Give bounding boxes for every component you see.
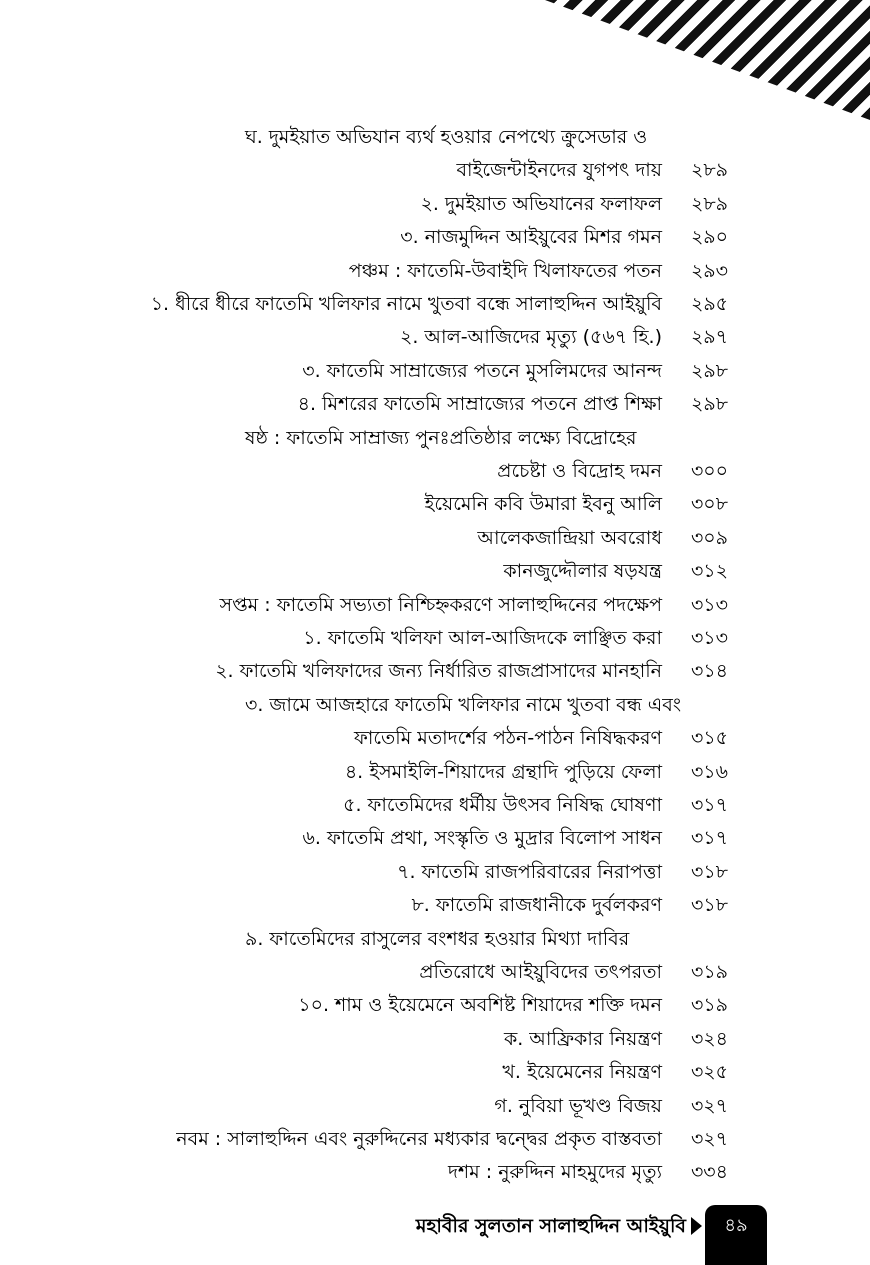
- toc-entry-page: ৩০৮: [690, 493, 728, 516]
- toc-entry: [0, 488, 870, 521]
- toc-entry: [0, 1156, 870, 1189]
- toc-entry-page: ২৯৫: [690, 293, 728, 315]
- toc-entry-page: ৩১৩: [690, 627, 728, 649]
- toc-entry-title: পঞ্চম : ফাতেমি-উবাইদি খিলাফতের পতন: [348, 259, 662, 282]
- toc-entry: [0, 555, 870, 588]
- running-footer-book-title: মহাবীর সুলতান সালাহুদ্দিন আইয়ুবি: [415, 1215, 686, 1237]
- page-number-tab: [705, 1205, 767, 1265]
- corner-stripe-decoration: [475, 0, 870, 120]
- toc-entry-page: ২৯৭: [690, 326, 728, 349]
- toc-entry-title: ২. ফাতেমি খলিফাদের জন্য নির্ধারিত রাজপ্রাসাদের মানহানি: [215, 660, 662, 683]
- toc-entry-page: ৩১৫: [690, 727, 728, 750]
- toc-entry: [0, 121, 870, 154]
- toc-entry: [0, 822, 870, 855]
- toc-entry-page: ২৯৮: [690, 359, 728, 382]
- toc-entry: [0, 388, 870, 421]
- toc-entry-title: প্রতিরোধে আইয়ুবিদের তৎপরতা: [419, 961, 662, 983]
- toc-entry-title: দশম : নুরুদ্দিন মাহমুদের মৃত্যু: [447, 1161, 662, 1184]
- toc-entry-page: ২৯৩: [690, 259, 728, 282]
- toc-entry-title: ১. ধীরে ধীরে ফাতেমি খলিফার নামে খুতবা বন্ধে সালাহুদ্দিন আইয়ুবি: [150, 293, 662, 315]
- toc-entry-title: ইয়েমেনি কবি উমারা ইবনু আলি: [424, 493, 662, 516]
- toc-entry-title: ৩. ফাতেমি সাম্রাজ্যের পতনে মুসলিমদের আনন্দ: [302, 359, 662, 382]
- toc-entry: [0, 722, 870, 755]
- toc-entry-page: ৩০৯: [690, 526, 728, 549]
- toc-entry-title: ৬. ফাতেমি প্রথা, সংস্কৃতি ও মুদ্রার বিলোপ সাধন: [302, 827, 662, 850]
- triangle-arrow-icon: [691, 1217, 702, 1235]
- toc-entry-page: ৩১৩: [690, 593, 728, 616]
- toc-entry-title: ৪. মিশরের ফাতেমি সাম্রাজ্যের পতনে প্রাপ্ত শিক্ষা: [297, 393, 662, 416]
- toc-entry: [0, 756, 870, 789]
- toc-entry: [0, 589, 870, 622]
- toc-entry: [0, 154, 870, 187]
- toc-entry-page: ৩১৯: [690, 994, 728, 1017]
- toc-entry-title: ক. আফ্রিকার নিয়ন্ত্রণ: [503, 1027, 662, 1050]
- toc-entry-page: ৩২৭: [690, 1094, 728, 1117]
- toc-entry-page: ২৯০: [690, 226, 728, 249]
- toc-entry: [0, 188, 870, 221]
- toc-entry-page: ৩২৭: [690, 1128, 728, 1150]
- toc-entry-page: ২৮৯: [690, 159, 728, 182]
- toc-entry: [0, 288, 870, 321]
- toc-entry-page: ৩১৮: [690, 894, 728, 917]
- toc-entry-page: ২৯৮: [690, 393, 728, 416]
- toc-entry: [0, 1090, 870, 1123]
- toc-entry-title: ২. আল-আজিদের মৃত্যু (৫৬৭ হি.): [399, 326, 662, 349]
- toc-entry-title: ঘ. দুমইয়াত অভিযান ব্যর্থ হওয়ার নেপথ্যে ক্রুসেডার ও: [245, 126, 648, 148]
- toc-entry-title: আলেকজান্দ্রিয়া অবরোধ: [477, 526, 662, 549]
- toc-entry-title: ১০. শাম ও ইয়েমেনে অবশিষ্ট শিয়াদের শক্তি দমন: [298, 994, 662, 1017]
- toc-entry: [0, 622, 870, 655]
- toc-entry: [0, 221, 870, 254]
- toc-entry-title: ফাতেমি মতাদর্শের পঠন-পাঠন নিষিদ্ধকরণ: [353, 727, 662, 750]
- toc-entry-page: ৩১২: [690, 560, 728, 583]
- toc-entry-title: নবম : সালাহুদ্দিন এবং নুরুদ্দিনের মধ্যকার দ্বন্দ্বের প্রকৃত বাস্তবতা: [176, 1128, 662, 1150]
- toc-entry: [0, 1123, 870, 1156]
- toc-entry-title: কানজুদ্দৌলার ষড়যন্ত্র: [503, 560, 662, 583]
- toc-entry-title: ষষ্ঠ : ফাতেমি সাম্রাজ্য পুনঃপ্রতিষ্ঠার লক্ষ্যে বিদ্রোহের: [245, 426, 637, 449]
- toc-entry: [0, 689, 870, 722]
- toc-entry-page: ৩৩৪: [690, 1161, 728, 1184]
- toc-entry-title: ৫. ফাতেমিদের ধর্মীয় উৎসব নিষিদ্ধ ঘোষণা: [343, 794, 662, 816]
- toc-entry-title: বাইজেন্টাইনদের যুগপৎ দায়: [456, 159, 662, 182]
- toc-entry: [0, 255, 870, 288]
- toc-entry: [0, 355, 870, 388]
- toc-entry-title: ৭. ফাতেমি রাজপরিবারের নিরাপত্তা: [397, 860, 662, 883]
- toc-entry: [0, 455, 870, 488]
- toc-entry: [0, 789, 870, 822]
- toc-entry-title: ২. দুমইয়াত অভিযানের ফলাফল: [420, 192, 662, 215]
- toc-entry-page: ৩১৭: [690, 794, 728, 816]
- toc-entry: [0, 655, 870, 688]
- toc-entry-title: ৯. ফাতেমিদের রাসুলের বংশধর হওয়ার মিথ্যা দাবির: [245, 927, 630, 950]
- toc-entry-title: সপ্তম : ফাতেমি সভ্যতা নিশ্চিহ্নকরণে সালাহুদ্দিনের পদক্ষেপ: [219, 593, 662, 616]
- toc-entry-title: খ. ইয়েমেনের নিয়ন্ত্রণ: [502, 1061, 662, 1084]
- toc-entry-page: ৩২৫: [690, 1061, 728, 1084]
- toc-entry-title: গ. নুবিয়া ভূখণ্ড বিজয়: [494, 1094, 662, 1117]
- toc-entry: [0, 923, 870, 956]
- page-number: ৪৯: [724, 1215, 748, 1236]
- toc-entry-page: ২৮৯: [690, 192, 728, 215]
- toc-entry-title: ৮. ফাতেমি রাজধানীকে দুর্বলকরণ: [411, 894, 662, 917]
- toc-entry-page: ৩১৭: [690, 827, 728, 850]
- toc-entry-page: ৩২৪: [690, 1027, 728, 1050]
- toc-entry: [0, 422, 870, 455]
- toc-entry-page: ৩০০: [690, 460, 728, 482]
- toc-entry-page: ৩১৬: [690, 760, 728, 783]
- toc-entry: [0, 1056, 870, 1089]
- toc-entry-title: ৩. নাজমুদ্দিন আইয়ুবের মিশর গমন: [400, 226, 662, 249]
- toc-entry: [0, 889, 870, 922]
- toc-entry-page: ৩১৪: [690, 660, 728, 683]
- toc-entry: [0, 956, 870, 989]
- toc-entry: [0, 522, 870, 555]
- toc-entry-title: প্রচেষ্টা ও বিদ্রোহ দমন: [497, 460, 662, 482]
- toc-entry: [0, 989, 870, 1022]
- toc-entry-page: ৩১৮: [690, 860, 728, 883]
- toc-entry: [0, 1023, 870, 1056]
- toc-entry: [0, 321, 870, 354]
- toc-entry-title: ৩. জামে আজহারে ফাতেমি খলিফার নামে খুতবা বন্ধ এবং: [245, 693, 682, 716]
- toc-entry-title: ১. ফাতেমি খলিফা আল-আজিদকে লাঞ্ছিত করা: [303, 627, 662, 649]
- toc-entry: [0, 856, 870, 889]
- toc-entry-page: ৩১৯: [690, 961, 728, 983]
- toc-entry-title: ৪. ইসমাইলি-শিয়াদের গ্রন্থাদি পুড়িয়ে ফেলা: [344, 760, 662, 783]
